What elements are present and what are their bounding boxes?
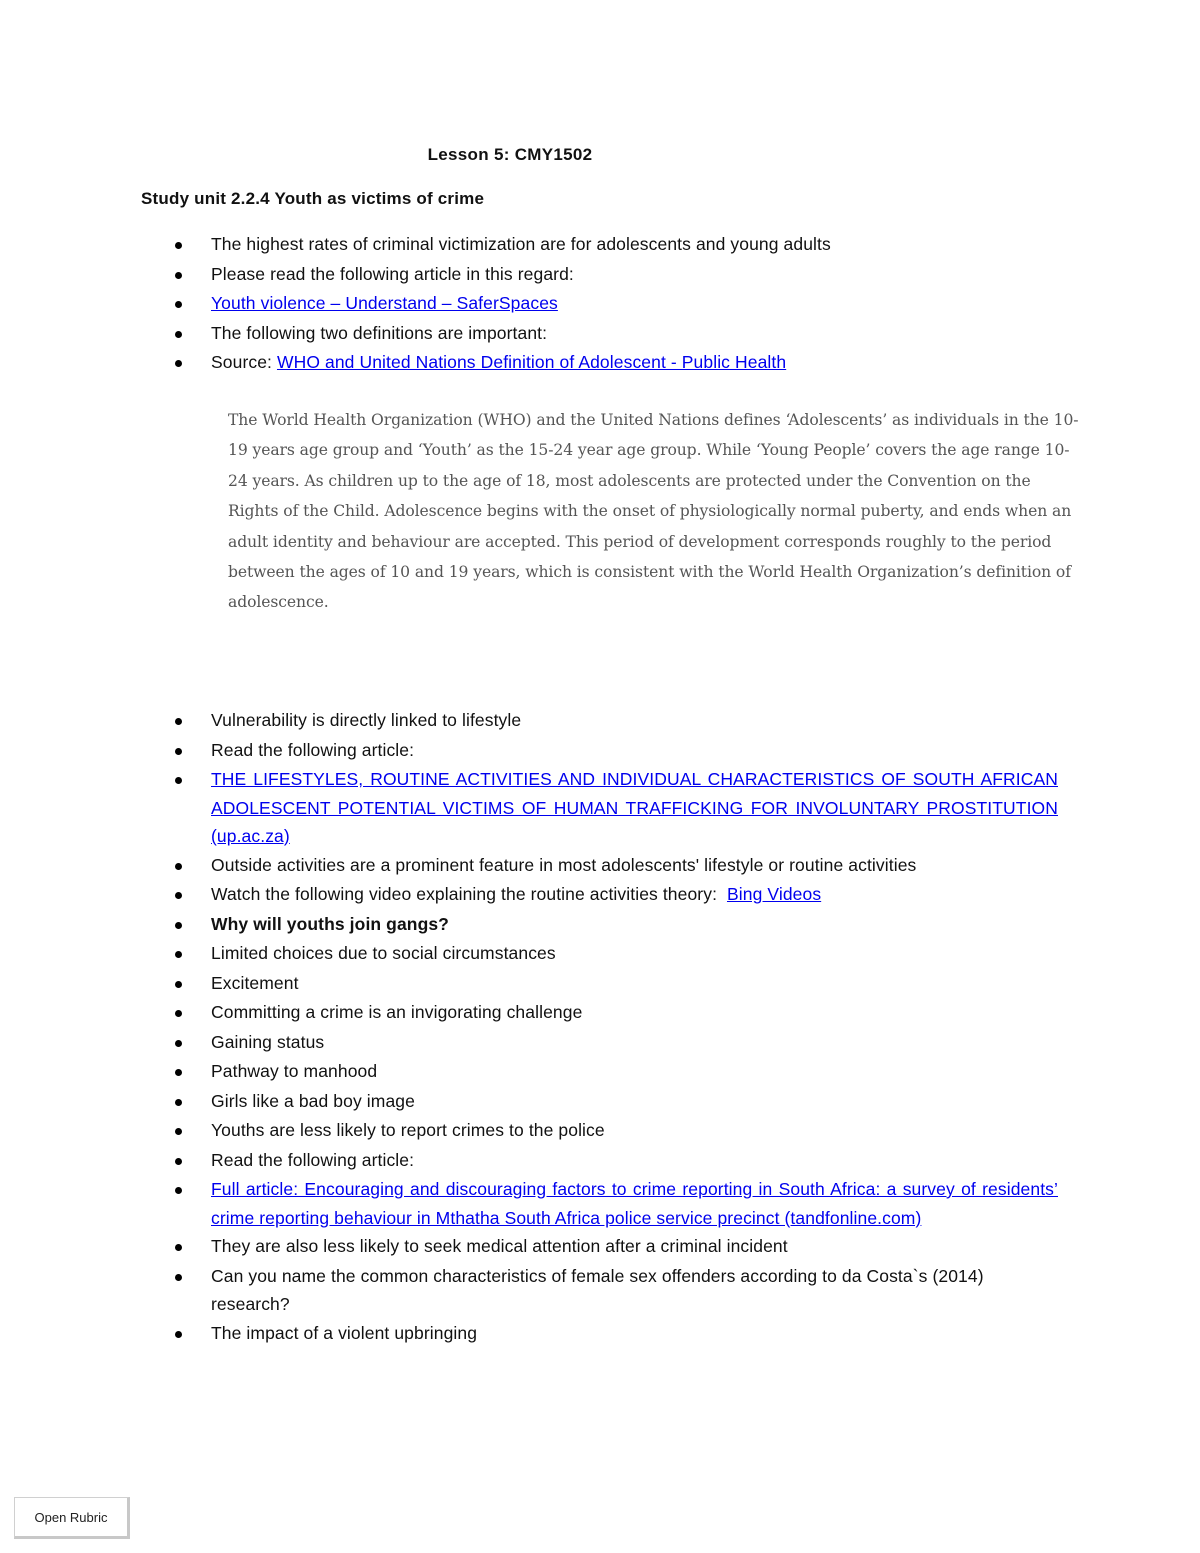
bullet-list-intro: [0, 230, 1100, 378]
bullet-icon: [175, 1040, 182, 1047]
list-item: [0, 348, 1058, 378]
bullet-icon: [175, 922, 182, 929]
list-item-text: Excitement: [211, 972, 299, 993]
list-item: [0, 736, 1058, 766]
list-item-text: The highest rates of criminal victimization are for adolescents and young adults: [211, 234, 831, 254]
trafficking-article-link[interactable]: THE LIFESTYLES, ROUTINE ACTIVITIES AND INDIVIDUAL CHARACTERISTICS OF SOUTH AFRICAN ADOLESCENT POTENTIAL VICTIMS OF HUMAN TRAFFICKING FOR INVOLUNTARY PROSTITUTION (up.ac.za): [211, 769, 1058, 846]
bullet-icon: [175, 242, 182, 249]
open-rubric-button[interactable]: Open Rubric: [14, 1497, 130, 1539]
bullet-icon: [175, 981, 182, 988]
bullet-icon: [175, 360, 182, 367]
list-item-text: The impact of a violent upbringing: [211, 1322, 478, 1343]
lesson-title: Lesson 5: CMY1502: [427, 145, 593, 164]
bing-videos-link[interactable]: Bing Videos: [726, 884, 822, 904]
bullet-icon: [175, 777, 182, 784]
list-item-text: Can you name the common characteristics of female sex offenders according to da Costa`s (2014) research?: [211, 1265, 984, 1314]
list-item-text: Please read the following article in this regard:: [211, 263, 574, 284]
list-item-text: Youths are less likely to report crimes to the police: [211, 1120, 605, 1140]
list-item: [0, 969, 1058, 999]
list-item: [0, 1232, 1058, 1262]
list-item: [0, 1262, 1058, 1319]
bullet-icon: [175, 1244, 182, 1251]
list-item-text: Girls like a bad boy image: [211, 1090, 415, 1111]
list-item: [0, 1146, 1058, 1176]
list-item: [0, 230, 1058, 260]
list-item: [0, 765, 1058, 851]
bullet-icon: [175, 272, 182, 279]
who-definition-link[interactable]: WHO and United Nations Definition of Adolescent - Public Health: [276, 352, 787, 372]
bullet-icon: [175, 1187, 182, 1194]
list-item-text: Vulnerability is directly linked to lifestyle: [211, 710, 522, 730]
list-item: [0, 998, 1058, 1028]
study-unit-heading: Study unit 2.2.4 Youth as victims of crime: [141, 189, 485, 208]
bullet-icon: [175, 892, 182, 899]
bullet-icon: [175, 1274, 182, 1281]
list-item: [0, 1319, 1058, 1349]
list-item: [0, 1116, 1058, 1146]
gangs-question: Why will youths join gangs?: [211, 913, 449, 934]
list-item-text: Committing a crime is an invigorating challenge: [211, 1002, 583, 1022]
list-item: [0, 880, 1058, 910]
bullet-icon: [175, 1010, 182, 1017]
list-item-text: The following two definitions are important:: [211, 322, 548, 343]
saferspaces-link[interactable]: Youth violence – Understand – SaferSpaces: [211, 293, 558, 313]
bullet-icon: [175, 748, 182, 755]
list-item-text: Read the following article:: [211, 1149, 415, 1170]
list-item: [0, 260, 1058, 290]
list-item-text: Gaining status: [211, 1031, 325, 1052]
definition-quote: The World Health Organization (WHO) and the United Nations defines ‘Adolescents’ as individuals in the 10-19 years age group and ‘Youth’ as the 15-24 year age group. While ‘Young People’ covers the age range 10-24 years. As children up to the age of 18, most adolescents are protected under the Convention on the Rights of the Child. Adolescence begins with the onset of physiologically normal puberty, and ends when an adult identity and behaviour are accepted. This period of development corresponds roughly to the period between the ages of 10 and 19 years, which is consistent with the World Health Organization’s definition of adolescence.: [228, 411, 1079, 612]
list-item-text: Read the following article:: [211, 739, 415, 760]
bullet-icon: [175, 331, 182, 338]
list-item-text: Outside activities are a prominent feature in most adolescents' lifestyle or routine activities: [211, 854, 917, 875]
list-item: [0, 910, 1058, 940]
bullet-icon: [175, 1099, 182, 1106]
bullet-icon: [175, 1128, 182, 1135]
list-item-text: Source:: [211, 352, 277, 372]
list-item: [0, 1057, 1058, 1087]
bullet-icon: [175, 951, 182, 958]
list-item-text: Limited choices due to social circumstances: [211, 943, 556, 963]
bullet-list-main: [0, 706, 1100, 1348]
list-item: [0, 939, 1058, 969]
bullet-icon: [175, 301, 182, 308]
list-item: [0, 1028, 1058, 1058]
bullet-icon: [175, 863, 182, 870]
list-item: [0, 319, 1058, 349]
bullet-icon: [175, 1069, 182, 1076]
crime-reporting-article-link[interactable]: Full article: Encouraging and discouraging factors to crime reporting in South Africa: a survey of residents’ crime reporting behaviour in Mthatha South Africa police service precinct (tandfonline.com): [211, 1179, 1058, 1228]
list-item-text: Pathway to manhood: [211, 1061, 378, 1081]
bullet-icon: [175, 1158, 182, 1165]
list-item: [0, 706, 1058, 736]
bullet-icon: [175, 718, 182, 725]
list-item: [0, 289, 1058, 319]
list-item: [0, 1087, 1058, 1117]
bullet-icon: [175, 1331, 182, 1338]
list-item: [0, 851, 1058, 881]
list-item: [0, 1175, 1058, 1232]
list-item-text: Watch the following video explaining the routine activities theory:: [211, 884, 727, 904]
list-item-text: They are also less likely to seek medical attention after a criminal incident: [211, 1236, 788, 1256]
